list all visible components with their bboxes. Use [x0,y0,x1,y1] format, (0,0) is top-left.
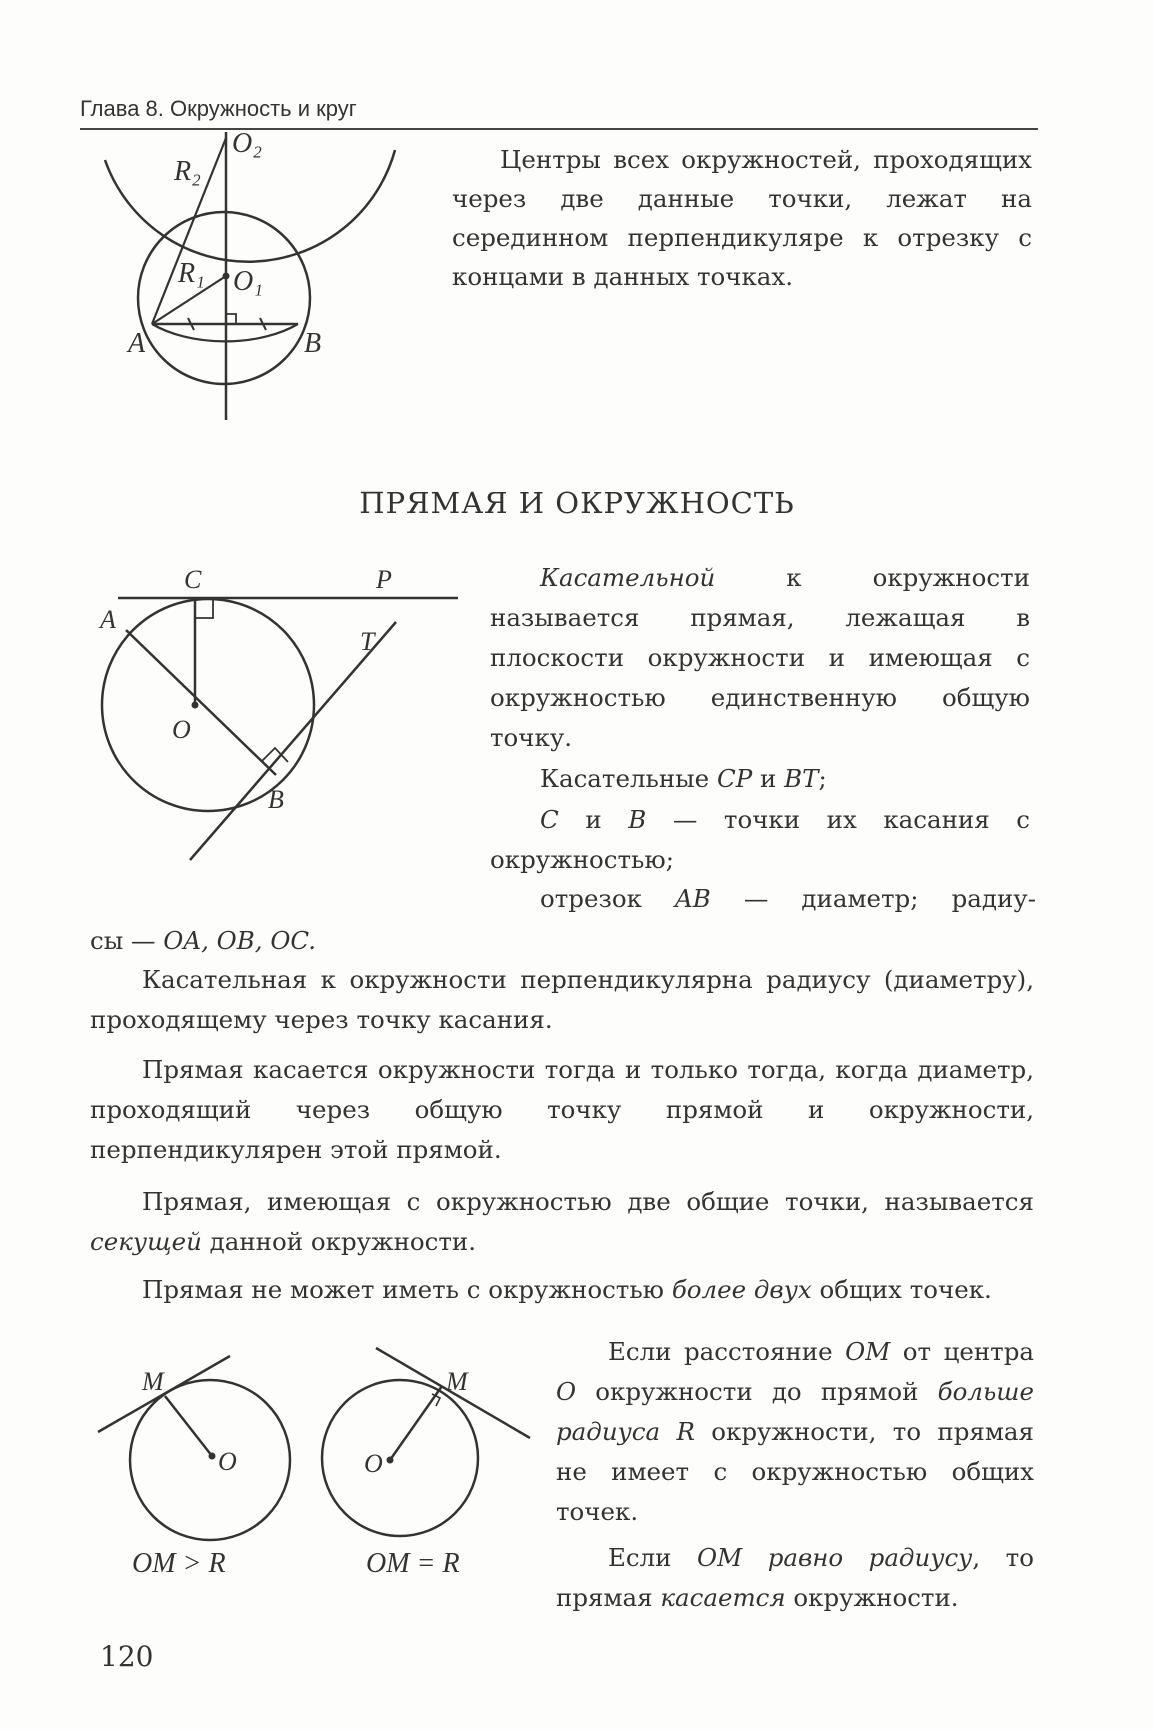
distance-b: от центра [890,1337,1034,1366]
label-o: O [172,715,191,744]
small-circle [138,212,310,384]
right-angle-c [195,600,213,618]
figure-3-left-svg [90,1340,330,1540]
label-t: T [360,627,375,656]
tangents-prefix: Касательные [540,764,717,793]
tangents-end: ; [818,764,827,793]
tangent-definition [490,558,1030,758]
label-a: A [100,605,116,634]
paragraph-tangent-condition: Прямая касается окружности тогда и только тогда, когда диаметр, проходящий через общую точку прямой и окружности, перпендикулярен этой прямой. [90,1055,1034,1164]
label-o: O [364,1449,383,1478]
tangent-cp: CP [716,764,753,793]
radii-line [90,922,490,960]
label-m: M [142,1367,164,1396]
paragraph-max-two-points [90,1270,1034,1310]
tangents-and: и [752,764,785,793]
caption-om-equals-r: OM = R [366,1548,460,1579]
tangent-circle [102,599,314,811]
term-greater-radius: больше радиуса R [556,1377,1034,1446]
figure-circles-through-two-points [70,120,410,444]
radii-list: OA, OB, OC. [163,926,317,955]
definition-text: к окружности называется прямая, лежащая в плоскости окружности и имеющая с окружностью единственную общую точку. [490,563,1030,752]
tangent-bt: BT [784,764,819,793]
term-touches: касается [660,1583,786,1612]
figure-tangent-lines [90,560,470,884]
term-om-equals-radius: OM равно радиусу [697,1543,973,1572]
distance-c: окружности до прямой [576,1377,938,1406]
label-r2: R₂ [174,156,201,187]
point-o [387,1457,394,1464]
label-r1: R₁ [178,258,205,289]
label-o: O [218,1447,237,1476]
distance-d: окружности, то прямая не имеет с окружностью общих точек. [556,1417,1034,1526]
segment-om [390,1386,442,1460]
touch-and: и [558,805,629,834]
distance-greater-paragraph [556,1332,1034,1532]
paragraph-secant [90,1182,1034,1262]
point-b: B [628,805,647,834]
label-b: B [268,785,284,814]
line-not-intersecting [98,1356,230,1432]
max-points-prefix: Прямая не может иметь с окружностью [142,1275,672,1304]
point-o [192,702,199,709]
diameter-line [540,880,1036,918]
distance-a: Если расстояние [608,1337,846,1366]
label-b: B [304,328,322,359]
equal-b: , то прямая [556,1543,1034,1612]
secant-suffix: данной окружности. [201,1227,477,1256]
term-secant: секущей [90,1227,202,1256]
diameter-prefix: отрезок [540,884,676,913]
figure-1-svg [70,120,410,440]
segment-om [165,1396,212,1456]
point-o [209,1453,216,1460]
radii-prefix: сы — [90,926,164,955]
equal-c: окружности. [785,1583,959,1612]
chapter-header: Глава 8. Окружность и круг [80,96,1038,130]
label-o1: O₁ [233,266,263,297]
touch-points-line [490,800,1030,880]
section-title: ПРЯМАЯ И ОКРУЖНОСТЬ [359,486,795,520]
om: OM [845,1337,891,1366]
figure-2-svg [90,560,470,880]
equal-a: Если [608,1543,698,1572]
point-c: C [540,805,559,834]
figure-distance-left [90,1340,330,1544]
max-points-suffix: общих точек. [811,1275,992,1304]
secant-prefix: Прямая, имеющая с окружностью две общие точки, называется [142,1187,1034,1216]
distance-equal-paragraph [556,1538,1034,1618]
page-number: 120 [100,1640,154,1673]
label-c: C [184,565,202,594]
point-o1 [223,273,230,280]
circle-left [130,1380,290,1540]
label-a: A [128,328,146,359]
figure-distance-right [320,1340,540,1544]
circle-right [322,1380,478,1536]
tangent-line-bt [190,622,396,860]
label-p: P [376,565,392,594]
diameter-ab [126,630,276,775]
right-angle-mark [226,314,236,324]
center-o: O [556,1377,577,1406]
touch-rest: — точки их касания с окружностью; [490,805,1030,874]
large-circle-arc [105,150,395,262]
diameter-rest: — диаметр; радиу- [710,884,1036,913]
segment-ab: AB [675,884,711,913]
figure-3-right-svg [320,1340,540,1540]
term-tangent: Касательной [540,563,716,592]
intro-paragraph: Центры всех окружностей, проходящих через две данные точки, лежат на серединном перпендикуляре к отрезку с концами в данных точках. [452,145,1032,291]
term-more-than-two: более двух [671,1275,812,1304]
tangents-line [540,760,1040,798]
label-o2: O₂ [232,128,262,159]
caption-om-greater-r: OM > R [132,1548,226,1579]
label-m: M [446,1367,468,1396]
paragraph-perpendicular: Касательная к окружности перпендикулярна радиусу (диаметру), проходящему через точку касания. [90,965,1034,1034]
